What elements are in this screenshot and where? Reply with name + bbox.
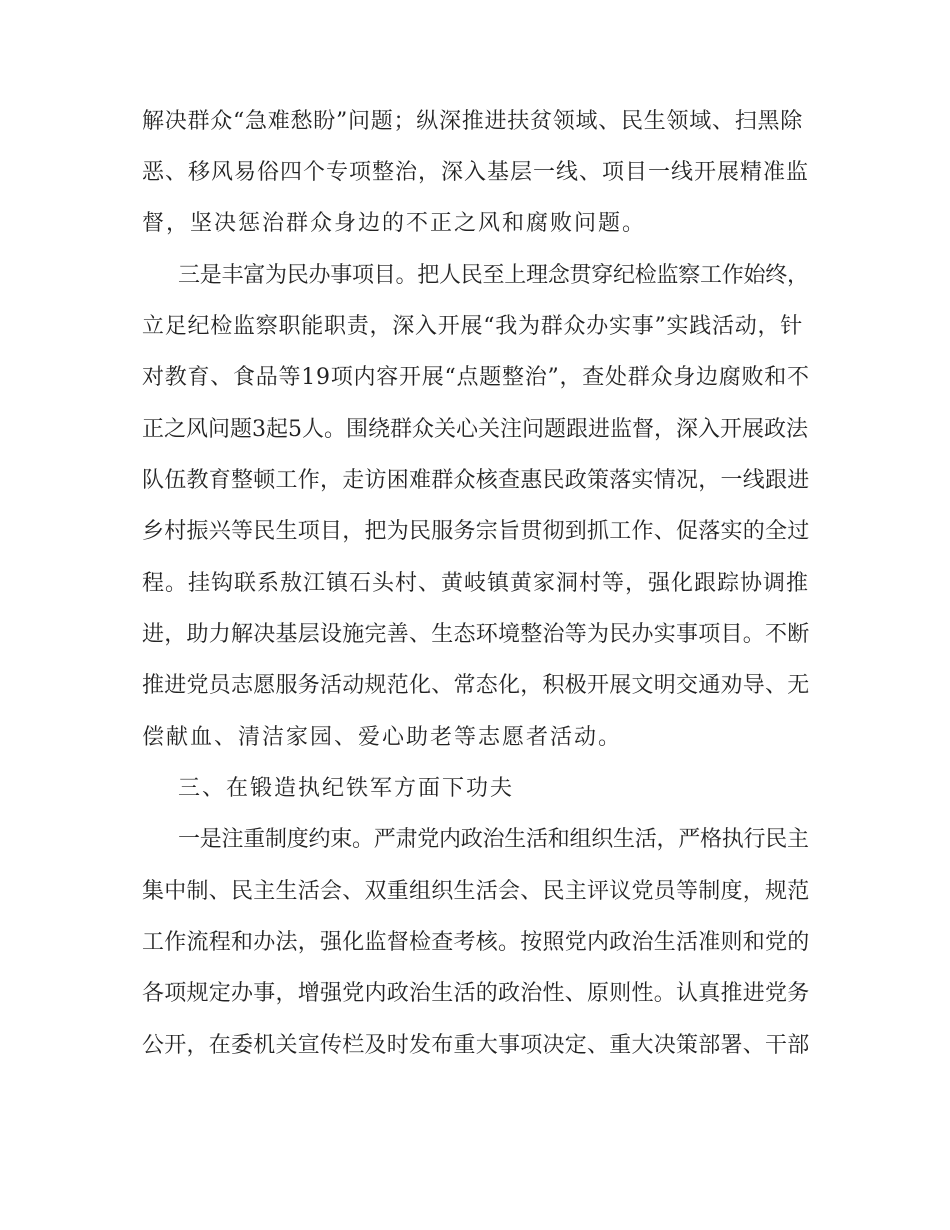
text-line: 对教育、食品等19项内容开展“点题整治”，查处群众身边腐败和不 (142, 365, 810, 390)
text-line: 推进党员志愿服务活动规范化、常态化，积极开展文明交通劝导、无 (142, 673, 810, 698)
text-line: 进，助力解决基层设施完善、生态环境整治等为民办实事项目。不断 (142, 622, 810, 647)
section-heading: 三、在锻造执纪铁军方面下功夫 (178, 776, 515, 801)
text-line: 公开，在委机关宣传栏及时发布重大事项决定、重大决策部署、干部 (142, 1033, 810, 1058)
text-line: 集中制、民主生活会、双重组织生活会、民主评议党员等制度，规范 (142, 879, 810, 904)
text-line: 程。挂钩联系敖江镇石头村、黄岐镇黄家洞村等，强化跟踪协调推 (142, 571, 810, 596)
text-line: 一是注重制度约束。严肃党内政治生活和组织生活，严格执行民主 (178, 827, 809, 852)
text-line: 偿献血、清洁家园、爱心助老等志愿者活动。 (142, 725, 623, 750)
text-line: 三是丰富为民办事项目。把人民至上理念贯穿纪检监察工作始终， (178, 263, 809, 288)
text-line: 正之风问题3起5人。围绕群众关心关注问题跟进监督，深入开展政法 (142, 417, 808, 442)
text-line: 恶、移风易俗四个专项整治，深入基层一线、项目一线开展精准监 (142, 160, 810, 185)
text-line: 立足纪检监察职能职责，深入开展“我为群众办实事”实践活动，针 (142, 314, 803, 339)
text-line: 乡村振兴等民生项目，把为民服务宗旨贯彻到抓工作、促落实的全过 (142, 519, 810, 544)
text-line: 工作流程和办法，强化监督检查考核。按照党内政治生活准则和党的 (142, 930, 810, 955)
text-line: 各项规定办事，增强党内政治生活的政治性、原则性。认真推进党务 (142, 981, 810, 1006)
text-line: 督，坚决惩治群众身边的不正之风和腐败问题。 (142, 211, 647, 236)
text-line: 队伍教育整顿工作，走访困难群众核查惠民政策落实情况，一线跟进 (142, 468, 810, 493)
text-line: 解决群众“急难愁盼”问题；纵深推进扶贫领域、民生领域、扫黑除 (142, 109, 803, 134)
